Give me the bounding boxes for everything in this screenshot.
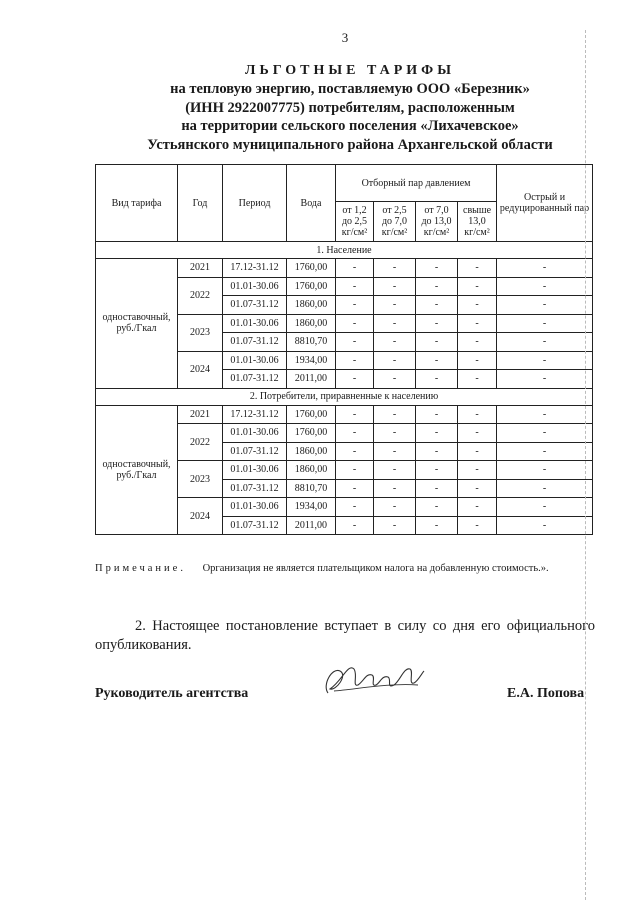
empty-value-cell: - [416,370,458,389]
empty-value-cell: - [497,424,593,443]
empty-value-cell: - [416,296,458,315]
period-cell: 01.01-30.06 [223,351,287,370]
water-cell: 8810,70 [287,333,336,352]
tariff-type-cell: одноставочный, руб./Гкал [96,259,178,389]
handwritten-signature [318,655,428,705]
year-cell: 2023 [178,314,223,351]
subtitle-line-2: (ИНН 2922007775) потребителям, расположенным [185,99,515,116]
empty-value-cell: - [336,370,374,389]
signature-title: Руководитель агентства [95,686,249,701]
section-row [96,242,593,259]
period-cell: 01.07-31.12 [223,442,287,461]
header-year: Год [178,165,223,242]
document-title: ЛЬГОТНЫЕ ТАРИФЫ [245,63,455,78]
empty-value-cell: - [458,498,497,517]
water-cell: 2011,00 [287,370,336,389]
empty-value-cell: - [336,442,374,461]
period-cell: 01.07-31.12 [223,516,287,535]
section-title: 2. Потребители, приравненные к населению [96,388,593,405]
note-text: Организация не является плательщиком налога на добавленную стоимость.». [202,563,549,574]
period-cell: 01.01-30.06 [223,314,287,333]
header-steam-col-1: от 1,2 до 2,5 кг/см² [336,202,374,242]
period-cell: 01.07-31.12 [223,296,287,315]
empty-value-cell: - [416,516,458,535]
empty-value-cell: - [336,498,374,517]
empty-value-cell: - [336,333,374,352]
empty-value-cell: - [497,479,593,498]
empty-value-cell: - [416,277,458,296]
empty-value-cell: - [336,351,374,370]
table-body [96,242,593,535]
empty-value-cell: - [416,479,458,498]
water-cell: 1860,00 [287,296,336,315]
tariff-type-cell: одноставочный, руб./Гкал [96,405,178,535]
empty-value-cell: - [374,314,416,333]
water-cell: 1760,00 [287,259,336,278]
water-cell: 8810,70 [287,479,336,498]
empty-value-cell: - [374,370,416,389]
empty-value-cell: - [416,314,458,333]
period-cell: 01.07-31.12 [223,370,287,389]
signature-name: Е.А. Попова [507,686,585,701]
header-period: Период [223,165,287,242]
empty-value-cell: - [497,498,593,517]
empty-value-cell: - [497,259,593,278]
empty-value-cell: - [458,259,497,278]
period-cell: 17.12-31.12 [223,259,287,278]
empty-value-cell: - [416,333,458,352]
empty-value-cell: - [374,277,416,296]
empty-value-cell: - [336,516,374,535]
empty-value-cell: - [416,424,458,443]
empty-value-cell: - [497,333,593,352]
note [95,563,549,574]
year-cell: 2021 [178,405,223,424]
year-cell: 2024 [178,351,223,388]
water-cell: 2011,00 [287,516,336,535]
period-cell: 01.01-30.06 [223,461,287,480]
page-number: 3 [341,30,349,45]
section-row [96,388,593,405]
empty-value-cell: - [374,424,416,443]
year-cell: 2021 [178,259,223,278]
water-cell: 1760,00 [287,424,336,443]
empty-value-cell: - [416,461,458,480]
empty-value-cell: - [416,442,458,461]
scan-margin-line [585,30,587,900]
water-cell: 1934,00 [287,498,336,517]
empty-value-cell: - [458,314,497,333]
empty-value-cell: - [458,277,497,296]
year-cell: 2022 [178,277,223,314]
empty-value-cell: - [374,405,416,424]
empty-value-cell: - [416,259,458,278]
empty-value-cell: - [336,424,374,443]
empty-value-cell: - [497,351,593,370]
table-row [96,405,593,424]
period-cell: 01.07-31.12 [223,333,287,352]
empty-value-cell: - [374,296,416,315]
section-title: 1. Население [96,242,593,259]
document-heading [60,62,640,154]
empty-value-cell: - [336,277,374,296]
subtitle-line-1: на тепловую энергию, поставляемую ООО «Березник» [170,81,530,97]
water-cell: 1760,00 [287,405,336,424]
empty-value-cell: - [416,351,458,370]
empty-value-cell: - [497,296,593,315]
header-steam-col-2: от 2,5 до 7,0 кг/см² [374,202,416,242]
year-cell: 2022 [178,424,223,461]
empty-value-cell: - [458,333,497,352]
empty-value-cell: - [374,516,416,535]
empty-value-cell: - [458,296,497,315]
empty-value-cell: - [497,314,593,333]
header-steam-col-4: свыше 13,0 кг/см² [458,202,497,242]
empty-value-cell: - [497,370,593,389]
empty-value-cell: - [497,516,593,535]
header-sharp-steam: Острый и редуцированный пар [497,165,593,242]
empty-value-cell: - [336,296,374,315]
subtitle-line-3: на территории сельского поселения «Лихачевское» [181,118,519,134]
empty-value-cell: - [336,314,374,333]
period-cell: 01.01-30.06 [223,424,287,443]
empty-value-cell: - [336,479,374,498]
empty-value-cell: - [458,424,497,443]
water-cell: 1860,00 [287,442,336,461]
period-cell: 01.01-30.06 [223,277,287,296]
empty-value-cell: - [336,461,374,480]
water-cell: 1934,00 [287,351,336,370]
empty-value-cell: - [374,461,416,480]
table-row [96,259,593,278]
empty-value-cell: - [374,333,416,352]
empty-value-cell: - [458,461,497,480]
empty-value-cell: - [497,442,593,461]
empty-value-cell: - [458,479,497,498]
empty-value-cell: - [374,351,416,370]
empty-value-cell: - [374,259,416,278]
period-cell: 17.12-31.12 [223,405,287,424]
period-cell: 01.01-30.06 [223,498,287,517]
empty-value-cell: - [497,461,593,480]
empty-value-cell: - [374,498,416,517]
empty-value-cell: - [336,259,374,278]
empty-value-cell: - [458,405,497,424]
empty-value-cell: - [336,405,374,424]
header-water: Вода [287,165,336,242]
subtitle-line-4: Устьянского муниципального района Архангельской области [147,136,553,153]
note-label: Примечание. [95,563,186,574]
empty-value-cell: - [374,479,416,498]
empty-value-cell: - [458,516,497,535]
year-cell: 2023 [178,461,223,498]
empty-value-cell: - [497,405,593,424]
empty-value-cell: - [458,370,497,389]
empty-value-cell: - [458,442,497,461]
header-steam-group: Отборный пар давлением [336,165,497,202]
tariff-table [95,164,593,535]
water-cell: 1860,00 [287,461,336,480]
clause-paragraph: 2. Настоящее постановление вступает в силу со дня его официального опубликования. [95,618,595,653]
header-tariff-type: Вид тарифа [96,165,178,242]
empty-value-cell: - [416,498,458,517]
water-cell: 1860,00 [287,314,336,333]
empty-value-cell: - [416,405,458,424]
header-steam-col-3: от 7,0 до 13,0 кг/см² [416,202,458,242]
empty-value-cell: - [458,351,497,370]
year-cell: 2024 [178,498,223,535]
empty-value-cell: - [374,442,416,461]
empty-value-cell: - [497,277,593,296]
water-cell: 1760,00 [287,277,336,296]
period-cell: 01.07-31.12 [223,479,287,498]
